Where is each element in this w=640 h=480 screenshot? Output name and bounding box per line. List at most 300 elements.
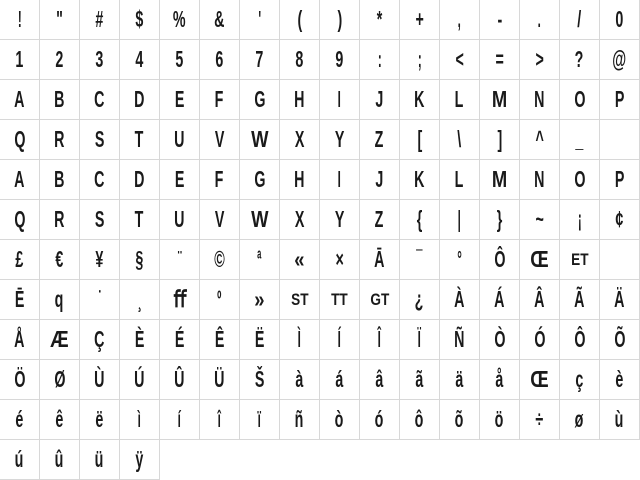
glyph-char: Ç	[94, 326, 105, 352]
glyph-char: â	[375, 366, 384, 392]
glyph-cell	[0, 200, 40, 240]
glyph-cell	[560, 240, 600, 280]
glyph-char: ˙	[97, 286, 102, 312]
glyph-char: V	[214, 126, 225, 152]
glyph-cell	[560, 320, 600, 360]
glyph-cell-empty	[600, 440, 640, 480]
glyph-char: U	[174, 206, 185, 232]
glyph-char: Ā	[374, 246, 385, 272]
glyph-cell	[120, 0, 160, 40]
glyph-cell	[80, 280, 120, 320]
glyph-char: B	[54, 166, 65, 192]
glyph-cell	[160, 120, 200, 160]
glyph-char: Ñ	[454, 326, 465, 352]
glyph-cell	[600, 280, 640, 320]
glyph-cell	[80, 80, 120, 120]
glyph-char: G	[253, 166, 266, 192]
glyph-char: T	[135, 126, 144, 152]
glyph-char: Š	[254, 366, 265, 392]
glyph-cell	[120, 360, 160, 400]
glyph-cell	[520, 120, 560, 160]
glyph-cell	[480, 360, 520, 400]
glyph-char: TT	[331, 290, 348, 309]
glyph-char: ã	[415, 366, 424, 392]
glyph-cell	[560, 120, 600, 160]
glyph-char: Œ	[530, 246, 549, 272]
glyph-char: Q	[13, 126, 26, 152]
glyph-cell	[360, 80, 400, 120]
glyph-char: #	[95, 6, 104, 32]
glyph-char: ;	[417, 46, 422, 72]
glyph-cell	[520, 320, 560, 360]
glyph-cell	[520, 360, 560, 400]
glyph-char: Ë	[254, 326, 265, 352]
glyph-cell	[520, 80, 560, 120]
glyph-char: J	[375, 166, 384, 192]
glyph-cell	[320, 0, 360, 40]
glyph-cell	[80, 40, 120, 80]
glyph-char: »	[254, 286, 265, 312]
glyph-char: ¥	[95, 246, 104, 272]
glyph-char: û	[55, 446, 64, 472]
glyph-cell	[360, 40, 400, 80]
glyph-char: T	[135, 206, 144, 232]
glyph-char: Ô	[573, 326, 586, 352]
glyph-cell-empty	[240, 440, 280, 480]
glyph-char: õ	[455, 406, 464, 432]
glyph-char: ù	[615, 406, 624, 432]
glyph-cell	[400, 240, 440, 280]
glyph-cell	[480, 120, 520, 160]
glyph-char: Â	[534, 286, 545, 312]
glyph-cell	[320, 80, 360, 120]
glyph-cell	[480, 280, 520, 320]
glyph-char: ,	[457, 6, 462, 32]
glyph-cell	[40, 400, 80, 440]
glyph-char: Ó	[533, 326, 546, 352]
glyph-char: "	[56, 6, 63, 32]
glyph-cell	[280, 160, 320, 200]
glyph-cell	[120, 120, 160, 160]
glyph-cell	[40, 320, 80, 360]
glyph-cell	[280, 400, 320, 440]
glyph-cell	[160, 280, 200, 320]
glyph-cell	[280, 320, 320, 360]
glyph-char: 6	[215, 46, 224, 72]
glyph-char: R	[54, 206, 65, 232]
glyph-char: ä	[455, 366, 464, 392]
glyph-char: Í	[337, 326, 342, 352]
glyph-cell	[440, 320, 480, 360]
glyph-char: F	[215, 86, 224, 112]
glyph-char: Ê	[214, 326, 225, 352]
glyph-cell	[560, 400, 600, 440]
glyph-char: ü	[95, 446, 104, 472]
glyph-cell	[480, 200, 520, 240]
glyph-char: B	[54, 86, 65, 112]
glyph-cell	[0, 320, 40, 360]
glyph-cell	[440, 360, 480, 400]
glyph-cell	[360, 320, 400, 360]
glyph-cell	[440, 80, 480, 120]
glyph-cell	[200, 0, 240, 40]
glyph-char: º	[217, 286, 222, 312]
glyph-cell	[80, 400, 120, 440]
glyph-cell	[360, 160, 400, 200]
glyph-char: 7	[255, 46, 264, 72]
glyph-cell	[560, 160, 600, 200]
glyph-cell	[0, 240, 40, 280]
glyph-cell	[520, 280, 560, 320]
glyph-char: Á	[494, 286, 505, 312]
glyph-char: @	[612, 46, 627, 72]
glyph-cell	[320, 200, 360, 240]
glyph-cell	[400, 280, 440, 320]
glyph-char: ^	[535, 126, 544, 152]
glyph-char: K	[414, 86, 425, 112]
glyph-cell	[160, 240, 200, 280]
glyph-cell	[360, 240, 400, 280]
glyph-cell	[200, 80, 240, 120]
glyph-char: W	[250, 126, 269, 152]
glyph-cell	[160, 40, 200, 80]
glyph-cell	[360, 0, 400, 40]
glyph-cell	[480, 160, 520, 200]
glyph-char: ¨	[177, 246, 182, 272]
glyph-cell	[240, 280, 280, 320]
glyph-cell-empty	[360, 440, 400, 480]
glyph-char: á	[335, 366, 344, 392]
glyph-cell	[440, 160, 480, 200]
glyph-char: :	[377, 46, 382, 72]
glyph-char: O	[573, 86, 586, 112]
glyph-cell	[0, 440, 40, 480]
glyph-char: Õ	[613, 326, 626, 352]
glyph-char: £	[15, 246, 24, 272]
glyph-cell	[40, 160, 80, 200]
glyph-char: É	[174, 326, 185, 352]
glyph-char: D	[134, 86, 145, 112]
glyph-cell	[40, 240, 80, 280]
glyph-char: ú	[15, 446, 24, 472]
glyph-char: ë	[95, 406, 104, 432]
glyph-char: Q	[13, 206, 26, 232]
glyph-cell	[480, 40, 520, 80]
glyph-cell	[80, 200, 120, 240]
glyph-char: H	[294, 166, 305, 192]
glyph-cell	[320, 400, 360, 440]
glyph-cell	[80, 160, 120, 200]
glyph-char: X	[294, 126, 305, 152]
glyph-char: E	[174, 166, 185, 192]
glyph-cell	[440, 120, 480, 160]
glyph-cell	[0, 280, 40, 320]
glyph-char: ×	[335, 246, 344, 272]
glyph-char: ¿	[415, 286, 424, 312]
glyph-char: 1	[15, 46, 24, 72]
glyph-cell	[240, 120, 280, 160]
glyph-char: I	[337, 86, 342, 112]
glyph-char: 2	[55, 46, 64, 72]
glyph-char: Å	[14, 326, 25, 352]
glyph-cell	[0, 40, 40, 80]
glyph-cell-empty	[520, 440, 560, 480]
glyph-char: I	[337, 166, 342, 192]
glyph-cell	[360, 360, 400, 400]
glyph-char: È	[134, 326, 145, 352]
glyph-cell-empty	[600, 240, 640, 280]
glyph-char: Î	[377, 326, 382, 352]
glyph-char: M	[491, 166, 508, 192]
glyph-cell	[320, 40, 360, 80]
glyph-cell	[320, 240, 360, 280]
glyph-cell	[600, 80, 640, 120]
glyph-char: ¯	[416, 246, 423, 272]
glyph-cell	[120, 440, 160, 480]
glyph-cell	[520, 200, 560, 240]
glyph-cell	[480, 80, 520, 120]
glyph-char: Ú	[134, 366, 145, 392]
glyph-char: +	[415, 6, 424, 32]
glyph-char: {	[416, 206, 423, 232]
glyph-cell	[400, 200, 440, 240]
glyph-cell-empty	[400, 440, 440, 480]
glyph-cell	[80, 320, 120, 360]
glyph-char: ó	[375, 406, 384, 432]
glyph-cell	[560, 200, 600, 240]
glyph-cell-empty	[200, 440, 240, 480]
glyph-char: ÷	[535, 406, 544, 432]
glyph-cell	[280, 280, 320, 320]
glyph-char: E	[174, 86, 185, 112]
glyph-cell	[160, 160, 200, 200]
glyph-char: C	[94, 86, 105, 112]
glyph-cell	[240, 400, 280, 440]
glyph-cell	[0, 0, 40, 40]
glyph-cell	[80, 360, 120, 400]
glyph-char: =	[495, 46, 504, 72]
glyph-char: '	[258, 6, 261, 32]
glyph-cell	[120, 240, 160, 280]
glyph-char: M	[491, 86, 508, 112]
glyph-char: ª	[257, 246, 262, 272]
glyph-cell	[440, 400, 480, 440]
glyph-cell	[40, 200, 80, 240]
glyph-char: ¡	[577, 206, 582, 232]
glyph-cell	[80, 120, 120, 160]
glyph-char: !	[17, 6, 22, 32]
glyph-char: ï	[257, 406, 262, 432]
glyph-cell	[200, 240, 240, 280]
glyph-cell	[120, 40, 160, 80]
glyph-cell	[40, 80, 80, 120]
glyph-char: }	[496, 206, 503, 232]
glyph-char: Ø	[53, 366, 66, 392]
glyph-char: R	[54, 126, 65, 152]
glyph-char: 8	[295, 46, 304, 72]
glyph-char: ﬀ	[173, 286, 186, 312]
glyph-cell	[280, 360, 320, 400]
glyph-char: ò	[335, 406, 344, 432]
glyph-char: ©	[214, 246, 225, 272]
glyph-char: F	[215, 166, 224, 192]
glyph-cell	[600, 200, 640, 240]
glyph-cell	[440, 0, 480, 40]
glyph-cell	[520, 40, 560, 80]
glyph-cell	[480, 400, 520, 440]
glyph-cell	[120, 280, 160, 320]
glyph-char: .	[537, 6, 542, 32]
glyph-cell	[400, 0, 440, 40]
glyph-char: í	[177, 406, 182, 432]
glyph-cell	[600, 320, 640, 360]
glyph-cell	[0, 160, 40, 200]
glyph-char: Y	[334, 126, 345, 152]
glyph-cell	[120, 400, 160, 440]
glyph-char: L	[455, 166, 464, 192]
glyph-cell-empty	[560, 440, 600, 480]
glyph-char: ST	[290, 290, 309, 309]
glyph-char: 5	[175, 46, 184, 72]
glyph-cell-empty	[160, 440, 200, 480]
glyph-char: À	[454, 286, 465, 312]
glyph-char: &	[214, 6, 225, 32]
glyph-cell	[600, 360, 640, 400]
glyph-char: î	[217, 406, 222, 432]
glyph-cell-empty	[280, 440, 320, 480]
glyph-char: é	[15, 406, 24, 432]
glyph-cell	[440, 40, 480, 80]
glyph-cell	[40, 0, 80, 40]
glyph-cell	[400, 160, 440, 200]
glyph-cell	[120, 320, 160, 360]
glyph-cell	[240, 40, 280, 80]
glyph-char: N	[534, 86, 545, 112]
glyph-cell	[360, 200, 400, 240]
glyph-cell	[320, 320, 360, 360]
glyph-char: Z	[375, 126, 384, 152]
glyph-cell	[600, 0, 640, 40]
glyph-char: |	[457, 206, 462, 232]
glyph-char: 0	[615, 6, 624, 32]
glyph-char: €	[55, 246, 64, 272]
glyph-cell	[600, 160, 640, 200]
glyph-char: ¢	[615, 206, 624, 232]
glyph-char: Y	[334, 206, 345, 232]
glyph-cell	[40, 40, 80, 80]
glyph-char: >	[535, 46, 544, 72]
glyph-cell	[560, 360, 600, 400]
glyph-char: -	[497, 6, 502, 32]
glyph-cell	[80, 240, 120, 280]
glyph-char: ÿ	[135, 446, 144, 472]
glyph-char: GT	[370, 290, 389, 309]
glyph-cell	[40, 280, 80, 320]
glyph-cell	[280, 40, 320, 80]
glyph-cell	[0, 360, 40, 400]
glyph-char: ¸	[137, 286, 142, 312]
glyph-char: \	[457, 126, 462, 152]
glyph-cell	[200, 120, 240, 160]
glyph-cell	[240, 240, 280, 280]
glyph-cell	[360, 120, 400, 160]
glyph-char: W	[250, 206, 269, 232]
glyph-char: ~	[535, 206, 544, 232]
glyph-char: C	[94, 166, 105, 192]
glyph-char: $	[135, 6, 144, 32]
glyph-char: Ï	[417, 326, 422, 352]
glyph-cell	[200, 160, 240, 200]
glyph-cell	[320, 160, 360, 200]
glyph-char: Ē	[14, 286, 25, 312]
glyph-char: [	[417, 126, 422, 152]
glyph-char: Œ	[530, 366, 549, 392]
glyph-char: Z	[375, 206, 384, 232]
glyph-cell	[40, 440, 80, 480]
glyph-char: ñ	[295, 406, 304, 432]
glyph-cell	[320, 120, 360, 160]
glyph-cell	[80, 440, 120, 480]
glyph-cell	[560, 80, 600, 120]
glyph-char: S	[94, 206, 105, 232]
glyph-cell	[600, 40, 640, 80]
glyph-cell	[440, 200, 480, 240]
glyph-char: )	[337, 6, 342, 32]
glyph-char: H	[294, 86, 305, 112]
glyph-cell	[520, 0, 560, 40]
glyph-cell	[200, 280, 240, 320]
glyph-cell	[560, 280, 600, 320]
glyph-char: ø	[575, 406, 584, 432]
glyph-char: Ù	[94, 366, 105, 392]
glyph-char: X	[294, 206, 305, 232]
glyph-char: A	[14, 86, 25, 112]
glyph-char: V	[214, 206, 225, 232]
glyph-cell	[320, 280, 360, 320]
glyph-cell	[560, 0, 600, 40]
glyph-char: ö	[495, 406, 504, 432]
glyph-cell	[40, 120, 80, 160]
glyph-cell	[480, 320, 520, 360]
glyph-cell	[520, 400, 560, 440]
glyph-cell	[280, 240, 320, 280]
glyph-cell	[40, 360, 80, 400]
glyph-cell	[80, 0, 120, 40]
glyph-char: D	[134, 166, 145, 192]
glyph-cell	[440, 280, 480, 320]
glyph-char: _	[575, 126, 584, 152]
glyph-char: Û	[174, 366, 185, 392]
glyph-cell	[200, 400, 240, 440]
glyph-char: /	[577, 6, 582, 32]
glyph-char: P	[614, 86, 625, 112]
glyph-cell	[200, 360, 240, 400]
glyph-char: 4	[135, 46, 144, 72]
glyph-char: ê	[55, 406, 64, 432]
glyph-char: L	[455, 86, 464, 112]
glyph-cell	[120, 160, 160, 200]
glyph-char: Æ	[50, 326, 69, 352]
glyph-cell	[160, 80, 200, 120]
glyph-char: O	[573, 166, 586, 192]
glyph-cell	[480, 240, 520, 280]
glyph-cell	[0, 120, 40, 160]
glyph-cell	[480, 0, 520, 40]
glyph-cell	[280, 200, 320, 240]
glyph-cell	[320, 360, 360, 400]
glyph-char: Ò	[493, 326, 506, 352]
glyph-char: ç	[575, 366, 584, 392]
